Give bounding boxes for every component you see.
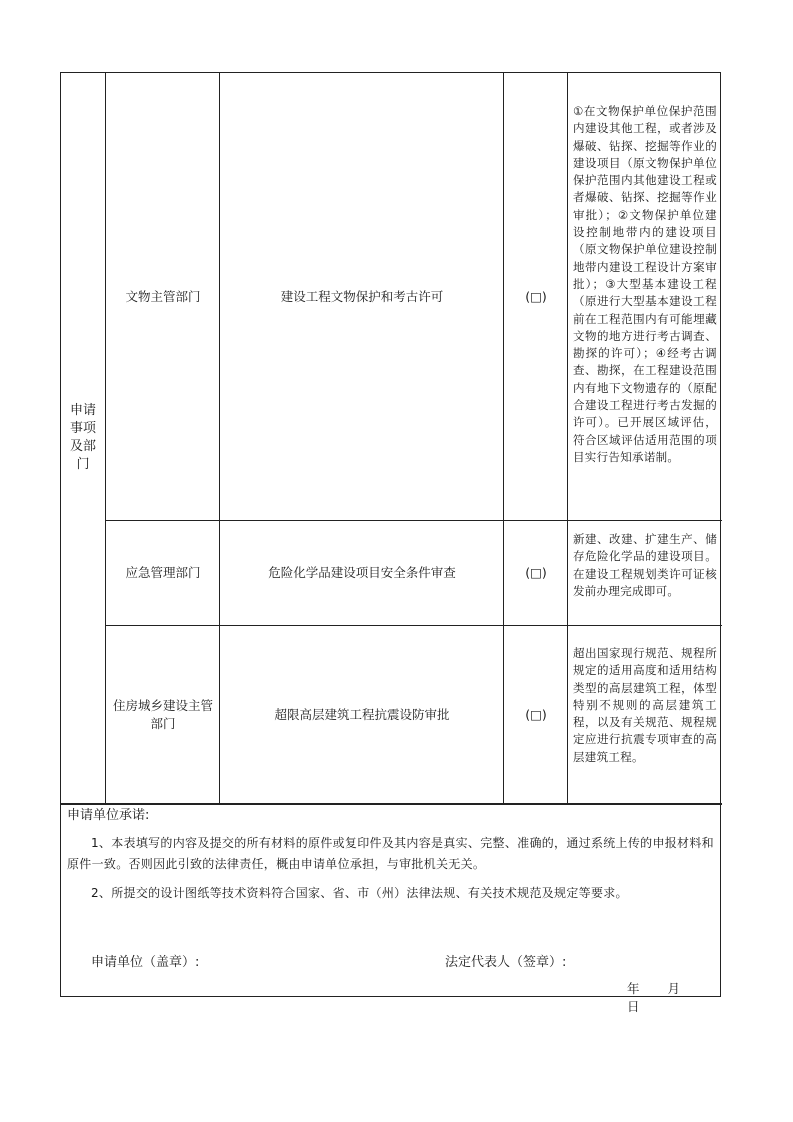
item-name: 建设工程文物保护和考古许可 <box>280 288 444 304</box>
department-name: 住房城乡建设主管部门 <box>112 697 213 731</box>
grid-line <box>567 73 568 803</box>
item-cell <box>221 521 503 625</box>
item-name: 超限高层建筑工程抗震设防审批 <box>274 706 450 722</box>
grid-line <box>105 73 106 803</box>
item-note: ①在文物保护单位保护范围内建设其他工程，或者涉及爆破、钻探、挖掘等作业的建设项目（原文物保护单位保护范围内其他建设工程或者爆破、钻探、挖掘等作业审批）；②文物保护单位建设控制地带内的建设项目（原文物保护单位建设控制地带内建设工程设计方案审批）；③大型基本建设工程（原进行大型基本建设工程前在工程范围内有可能埋藏文物的地方进行考古调查、勘探的许可）；④经考古调查、勘探，在工程建设范围内有地下文物遗存的（原配合建设工程进行考古发掘的许可）。已开展区域评估，符合区域评估适用范围的项目实行告知承诺制。 <box>573 104 717 464</box>
checkbox[interactable]: (□) <box>525 565 547 580</box>
department-name: 应急管理部门 <box>125 565 201 580</box>
date-label: 年 月 日 <box>627 981 692 1014</box>
checkbox-cell[interactable] <box>505 73 567 520</box>
grid-line <box>503 73 504 803</box>
checkbox-cell[interactable] <box>505 521 567 625</box>
department-cell <box>107 521 219 625</box>
section-label: 申请事项及部门 <box>69 403 96 472</box>
legal-representative-label: 法定代表人（签章）: <box>445 955 567 970</box>
applicant-seal-label: 申请单位（盖章）: <box>91 955 200 970</box>
section-label-cell <box>61 73 105 803</box>
commitment-item-1: 1、本表填写的内容及提交的所有材料的原件或复印件及其内容是真实、完整、准确的，通过系统上传的申报材料和原件一致。否则因此引致的法律责任，概由申请单位承担，与审批机关无关。 <box>67 836 714 871</box>
application-form-table <box>60 72 721 1014</box>
item-cell <box>221 73 503 520</box>
item-note: 超出国家现行规范、规程所规定的适用高度和适用结构类型的高层建筑工程，体型特别不规则的高层建筑工程，以及有关规范、规程规定应进行抗震专项审查的高层建筑工程。 <box>573 646 717 764</box>
department-name: 文物主管部门 <box>125 288 201 304</box>
grid-line <box>219 73 220 803</box>
checkbox[interactable]: (□) <box>525 288 547 304</box>
checkbox[interactable]: (□) <box>525 706 547 722</box>
item-name: 危险化学品建设项目安全条件审查 <box>268 565 456 580</box>
commitment-section <box>67 807 717 904</box>
item-note: 新建、改建、扩建生产、储存危险化学品的建设项目。在建设工程规划类许可证核发前办理完成即可。 <box>573 532 717 598</box>
commitment-item-2: 2、所提交的设计图纸等技术资料符合国家、省、市（州）法律法规、有关技术规范及规定等要求。 <box>91 886 628 900</box>
grid-line <box>61 803 722 805</box>
department-cell <box>111 626 215 803</box>
item-cell <box>221 626 503 803</box>
department-cell <box>107 73 219 520</box>
commitment-title: 申请单位承诺: <box>67 808 150 823</box>
checkbox-cell[interactable] <box>505 626 567 803</box>
